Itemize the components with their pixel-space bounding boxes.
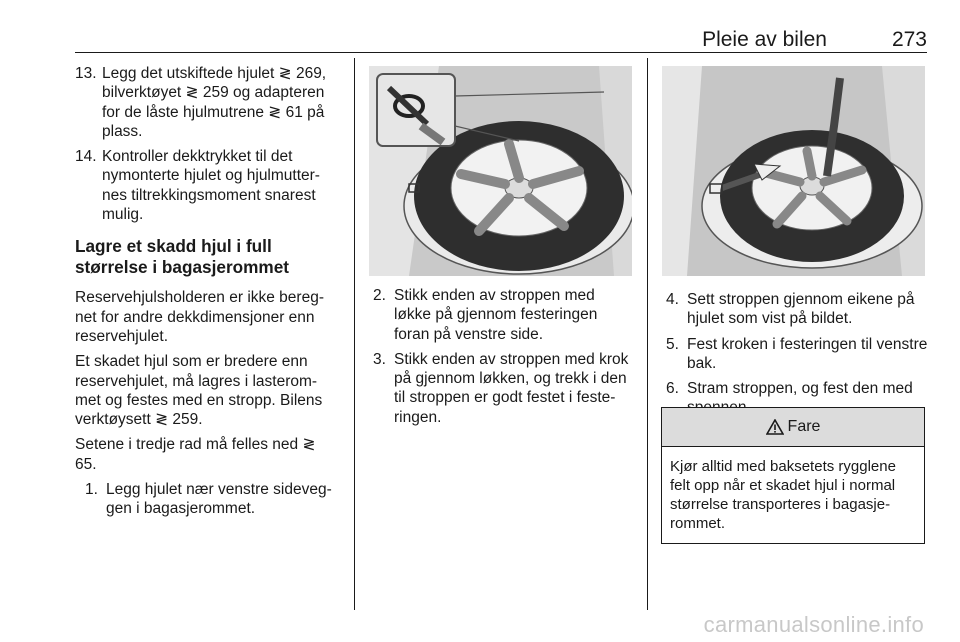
step-13: [75, 64, 340, 141]
step-3: [373, 350, 635, 427]
step-number: 5.: [666, 335, 679, 353]
step-number: 6.: [666, 380, 679, 398]
step-number: 4.: [666, 291, 679, 308]
step-text: Stikk enden av stroppen med krok på gjennom løkken, og trekk i den til stroppen er godt festet i feste-ringen.: [394, 350, 629, 426]
page-header: [75, 26, 927, 53]
step-number: 2.: [373, 287, 386, 304]
paragraph: Et skadet hjul som er bredere enn reservehjulet, må lagres i lasterom-met og festes med en stropp. Bilens verktøysett ≷ 259.: [75, 353, 323, 429]
column-middle: [373, 286, 635, 433]
step-number: 14.: [75, 148, 97, 166]
warning-triangle-icon: [766, 419, 784, 435]
section-title: Pleie av bilen: [702, 28, 827, 51]
step-number: 1.: [85, 481, 98, 499]
danger-header: [662, 408, 924, 447]
step-text: Stikk enden av stroppen med løkke på gjennom festeringen foran på venstre side.: [394, 287, 598, 343]
column-left: [75, 64, 340, 525]
column-divider-1: [354, 58, 355, 610]
step-text: Sett stroppen gjennom eikene på hjulet som vist på bildet.: [687, 291, 915, 328]
page-number: 273: [891, 28, 927, 51]
column-divider-2: [647, 58, 648, 610]
step-2: [373, 286, 635, 344]
step-text: Legg det utskiftede hjulet ≷ 269, bilverktøyet ≷ 259 og adapteren for de låste hjulmutrene ≷ 61 på plass.: [102, 65, 327, 140]
step-text: Fest kroken i festeringen til venstre bak.: [687, 335, 928, 372]
watermark: carmanualsonline.info: [703, 612, 924, 637]
paragraph: Reservehjulsholderen er ikke bereg-net for andre dekkdimensjoner enn reservehjulet.: [75, 289, 324, 345]
step-5: [666, 335, 928, 374]
strap-through-wheel-illustration: [662, 66, 925, 276]
danger-box: [661, 407, 925, 544]
step-text: Legg hjulet nær venstre sideveg-gen i bagasjerommet.: [106, 481, 332, 518]
danger-text: Kjør alltid med baksetets rygglene felt opp når et skadet hjul i normal størrelse transporteres i bagasje-rommet.: [670, 458, 896, 532]
danger-title: Fare: [787, 418, 821, 435]
step-number: 3.: [373, 350, 386, 368]
column-right: [666, 290, 928, 424]
step-4: [666, 290, 928, 329]
step-text: Stram stroppen, og fest den med: [687, 380, 913, 398]
step-1: [85, 480, 340, 519]
section-heading: Lagre et skadd hjul i full størrelse i bagasjerommet: [75, 236, 289, 278]
spare-wheel-strap-illustration: [369, 66, 632, 276]
step-text: Kontroller dekktrykket til det nymonterte hjulet og hjulmutter-nes tiltrekkingsmoment snarest mulig.: [102, 148, 320, 224]
step-number: 13.: [75, 65, 97, 82]
step-14: [75, 147, 340, 224]
paragraph: Setene i tredje rad må felles ned ≷ 65.: [75, 436, 316, 473]
